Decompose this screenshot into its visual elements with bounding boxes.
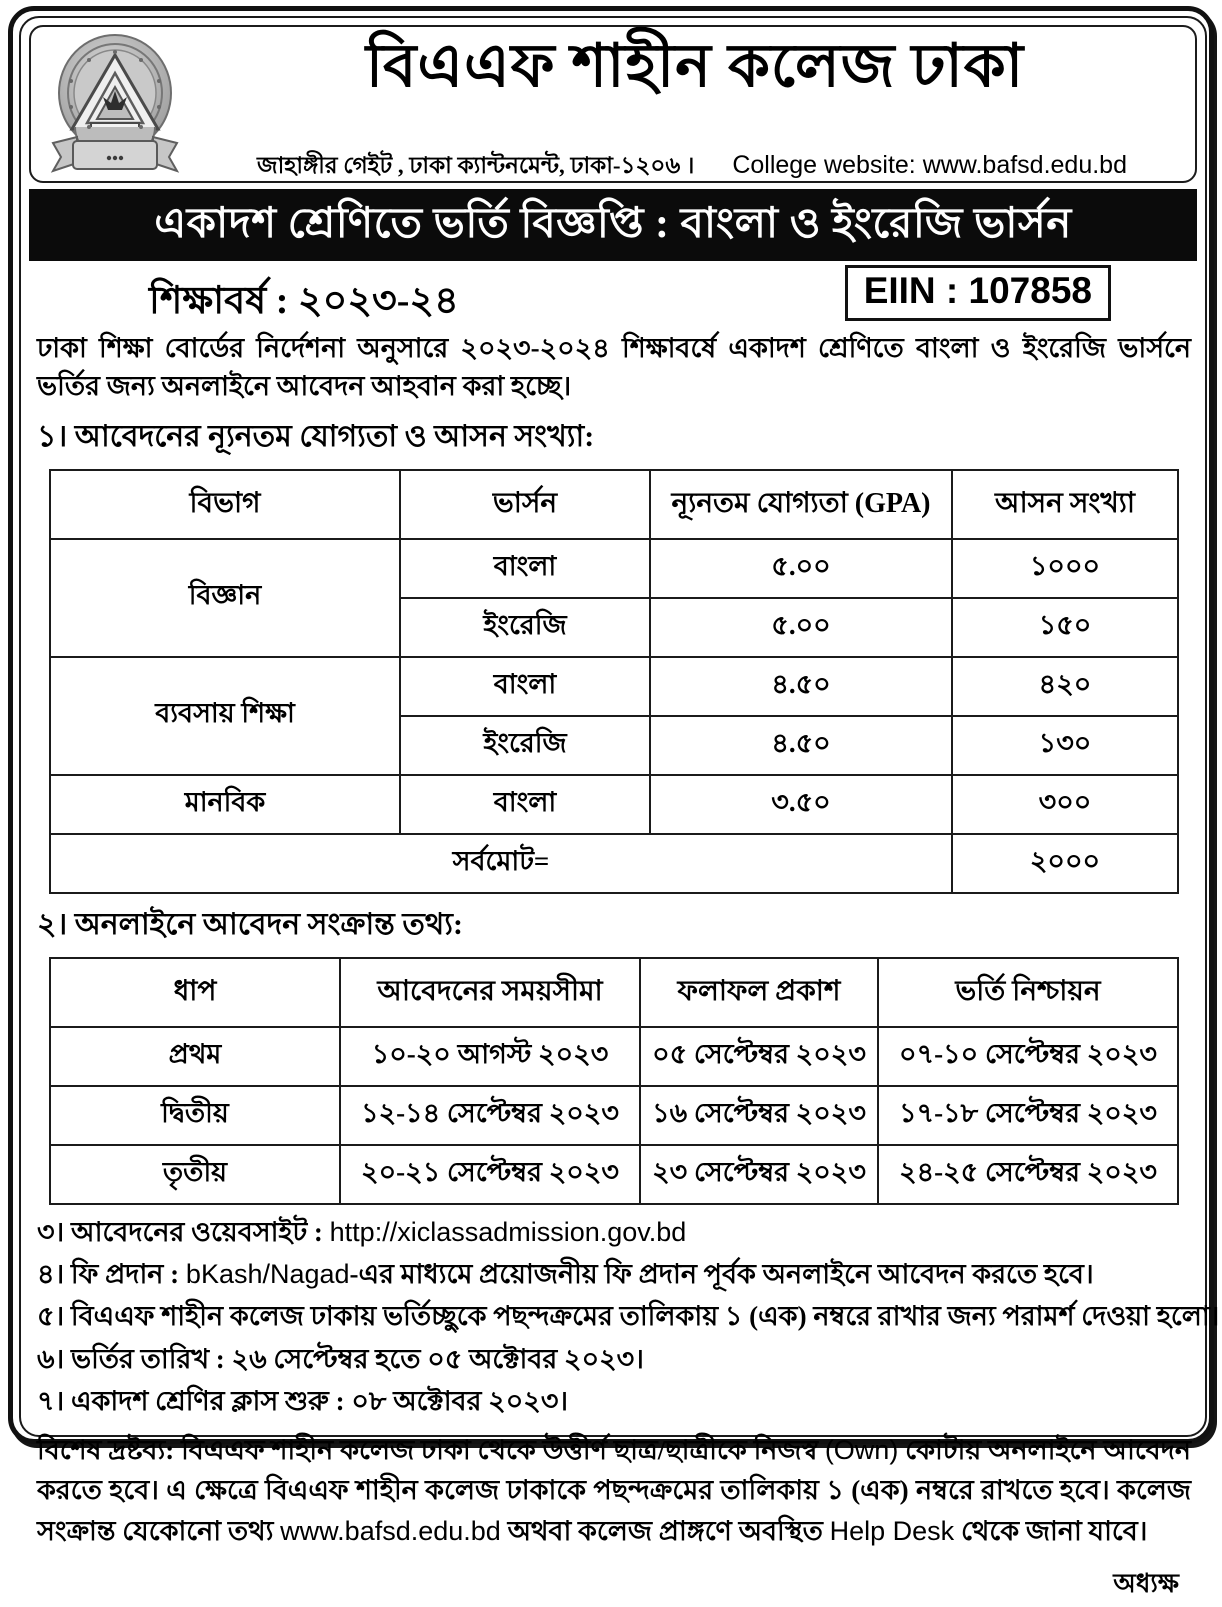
note-part-2: কোটায় অনলাইনে আবেদন করতে হবে। এ ক্ষেত্রে বিএএফ শাহীন কলেজ ঢাকাকে পছন্দক্রমের তালিকায় ১ (এক) নম্বরে রাখতে হবে। কলেজ সংক্রান্ত যেকোনো তথ্য [37, 1434, 1191, 1546]
notice-body [21, 329, 1220, 1607]
special-note-paragraph [37, 1430, 1191, 1552]
cell-department: ব্যবসায় শিক্ষা [50, 657, 400, 775]
column-header-application-window: আবেদনের সময়সীমা [340, 958, 640, 1027]
academic-year-label: শিক্ষাবর্ষ : ২০২৩-২৪ [149, 280, 459, 322]
cell-window: ১০-২০ আগস্ট ২০২৩ [340, 1027, 640, 1086]
cell-seats: ১৫০ [952, 598, 1178, 657]
own-quota-label: (Own) [824, 1434, 899, 1465]
cell-version: বাংলা [400, 775, 650, 834]
table-header-row [50, 958, 1178, 1027]
cell-seats: ১৩০ [952, 716, 1178, 775]
eligibility-seats-table [49, 469, 1179, 894]
point4-rest: -এর মাধ্যমে প্রয়োজনীয় ফি প্রদান পূর্বক অনলাইনে আবেদন করতে হবে। [349, 1259, 1094, 1290]
principal-signature-label: অধ্যক্ষ [1113, 1569, 1179, 1599]
table-row [50, 1145, 1178, 1204]
table-row [50, 657, 1178, 716]
cell-total-label: সর্বমোট= [50, 834, 952, 893]
notice-inner-frame [19, 16, 1220, 1599]
cell-gpa: ৫.০০ [650, 539, 952, 598]
notice-points-list [37, 1213, 1220, 1422]
note-part-1: বিশেষ দ্রষ্টব্য: বিএএফ শাহীন কলেজ ঢাকা থেকে উত্তীর্ণ ছাত্র/ছাত্রীকে নিজস্ব [37, 1434, 825, 1465]
cell-gpa: ৫.০০ [650, 598, 952, 657]
cell-step: প্রথম [50, 1027, 340, 1086]
cell-gpa: ৪.৫০ [650, 716, 952, 775]
cell-gpa: ৩.৫০ [650, 775, 952, 834]
point4-label: ৪। ফি প্রদান : [37, 1259, 186, 1290]
section2-heading: ২। অনলাইনে আবেদন সংক্রান্ত তথ্য: [37, 907, 463, 941]
list-item-point-5: ৫। বিএএফ শাহীন কলেজ ঢাকায় ভর্তিচ্ছুকে পছন্দক্রমের তালিকায় ১ (এক) নম্বরে রাখার জন্য পরামর্শ দেওয়া হলো। [37, 1301, 1220, 1332]
cell-seats: ৩০০ [952, 775, 1178, 834]
letterhead-header [29, 25, 1197, 183]
cell-result: ০৫ সেপ্টেম্বর ২০২৩ [640, 1027, 878, 1086]
cell-version: ইংরেজি [400, 716, 650, 775]
cell-result: ১৬ সেপ্টেম্বর ২০২৩ [640, 1086, 878, 1145]
table-header-row [50, 470, 1178, 539]
cell-seats: ৪২০ [952, 657, 1178, 716]
cell-confirm: ১৭-১৮ সেপ্টেম্বর ২০২৩ [878, 1086, 1178, 1145]
cell-version: ইংরেজি [400, 598, 650, 657]
college-website-label: College website: www.bafsd.edu.bd [732, 151, 1127, 179]
list-item-point-7: ৭। একাদশ শ্রেণির ক্লাস শুরু : ০৮ অক্টোবর ২০২৩। [37, 1386, 569, 1417]
note-part-4: থেকে জানা যাবে। [954, 1515, 1148, 1546]
year-eiin-row [29, 265, 1197, 327]
cell-step: তৃতীয় [50, 1145, 340, 1204]
help-desk-label: Help Desk [829, 1515, 955, 1546]
notice-outer-frame [8, 6, 1220, 1599]
column-header-department: বিভাগ [50, 470, 400, 539]
cell-department: মানবিক [50, 775, 400, 834]
column-header-min-gpa: ন্যূনতম যোগ্যতা (GPA) [650, 470, 952, 539]
table-total-row [50, 834, 1178, 893]
cell-seats: ১০০০ [952, 539, 1178, 598]
column-header-version: ভার্সন [400, 470, 650, 539]
cell-total-seats: ২০০০ [952, 834, 1178, 893]
table-row [50, 1086, 1178, 1145]
header-address-row [199, 147, 1185, 186]
college-address: জাহাঙ্গীর গেইট , ঢাকা ক্যান্টনমেন্ট, ঢাকা-১২০৬ । [257, 153, 695, 178]
list-item-point-4 [37, 1255, 1191, 1294]
section1-heading: ১। আবেদনের ন্যূনতম যোগ্যতা ও আসন সংখ্যা: [37, 419, 595, 453]
cell-department: বিজ্ঞান [50, 539, 400, 657]
column-header-result-publish: ফলাফল প্রকাশ [640, 958, 878, 1027]
point3-label: ৩। আবেদনের ওয়েবসাইট : [37, 1216, 330, 1247]
cell-result: ২৩ সেপ্টেম্বর ২০২৩ [640, 1145, 878, 1204]
cell-gpa: ৪.৫০ [650, 657, 952, 716]
college-crest-icon [45, 31, 185, 181]
cell-window: ১২-১৪ সেপ্টেম্বর ২০২৩ [340, 1086, 640, 1145]
list-item-point-6: ৬। ভর্তির তারিখ : ২৬ সেপ্টেম্বর হতে ০৫ অক্টোবর ২০২৩। [37, 1343, 644, 1374]
column-header-admission-confirm: ভর্তি নিশ্চায়ন [878, 958, 1178, 1027]
eiin-badge: EIIN : 107858 [845, 265, 1111, 321]
payment-methods: bKash/Nagad [185, 1259, 350, 1290]
cell-version: বাংলা [400, 657, 650, 716]
column-header-seats: আসন সংখ্যা [952, 470, 1178, 539]
cell-confirm: ২৪-২৫ সেপ্টেম্বর ২০২৩ [878, 1145, 1178, 1204]
college-name-title: বিএএফ শাহীন কলেজ ঢাকা [365, 33, 1025, 99]
college-site-link[interactable]: www.bafsd.edu.bd [280, 1515, 501, 1546]
cell-step: দ্বিতীয় [50, 1086, 340, 1145]
column-header-step: ধাপ [50, 958, 340, 1027]
notice-banner-title: একাদশ শ্রেণিতে ভর্তি বিজ্ঞপ্তি : বাংলা ও ইংরেজি ভার্সন [29, 189, 1197, 261]
cell-version: বাংলা [400, 539, 650, 598]
table-row [50, 775, 1178, 834]
list-item-point-3 [37, 1213, 1191, 1252]
application-schedule-table [49, 957, 1179, 1205]
table-row [50, 1027, 1178, 1086]
cell-confirm: ০৭-১০ সেপ্টেম্বর ২০২৩ [878, 1027, 1178, 1086]
cell-window: ২০-২১ সেপ্টেম্বর ২০২৩ [340, 1145, 640, 1204]
table-row [50, 539, 1178, 598]
intro-paragraph: ঢাকা শিক্ষা বোর্ডের নির্দেশনা অনুসারে ২০২৩-২০২৪ শিক্ষাবর্ষে একাদশ শ্রেণিতে বাংলা ও ইংরেজি ভার্সনে ভর্তির জন্য অনলাইনে আবেদন আহবান করা হচ্ছে। [37, 333, 1191, 402]
note-part-3: অথবা কলেজ প্রাঙ্গণে অবস্থিত [500, 1515, 830, 1546]
application-website-url[interactable]: http://xiclassadmission.gov.bd [329, 1216, 687, 1247]
